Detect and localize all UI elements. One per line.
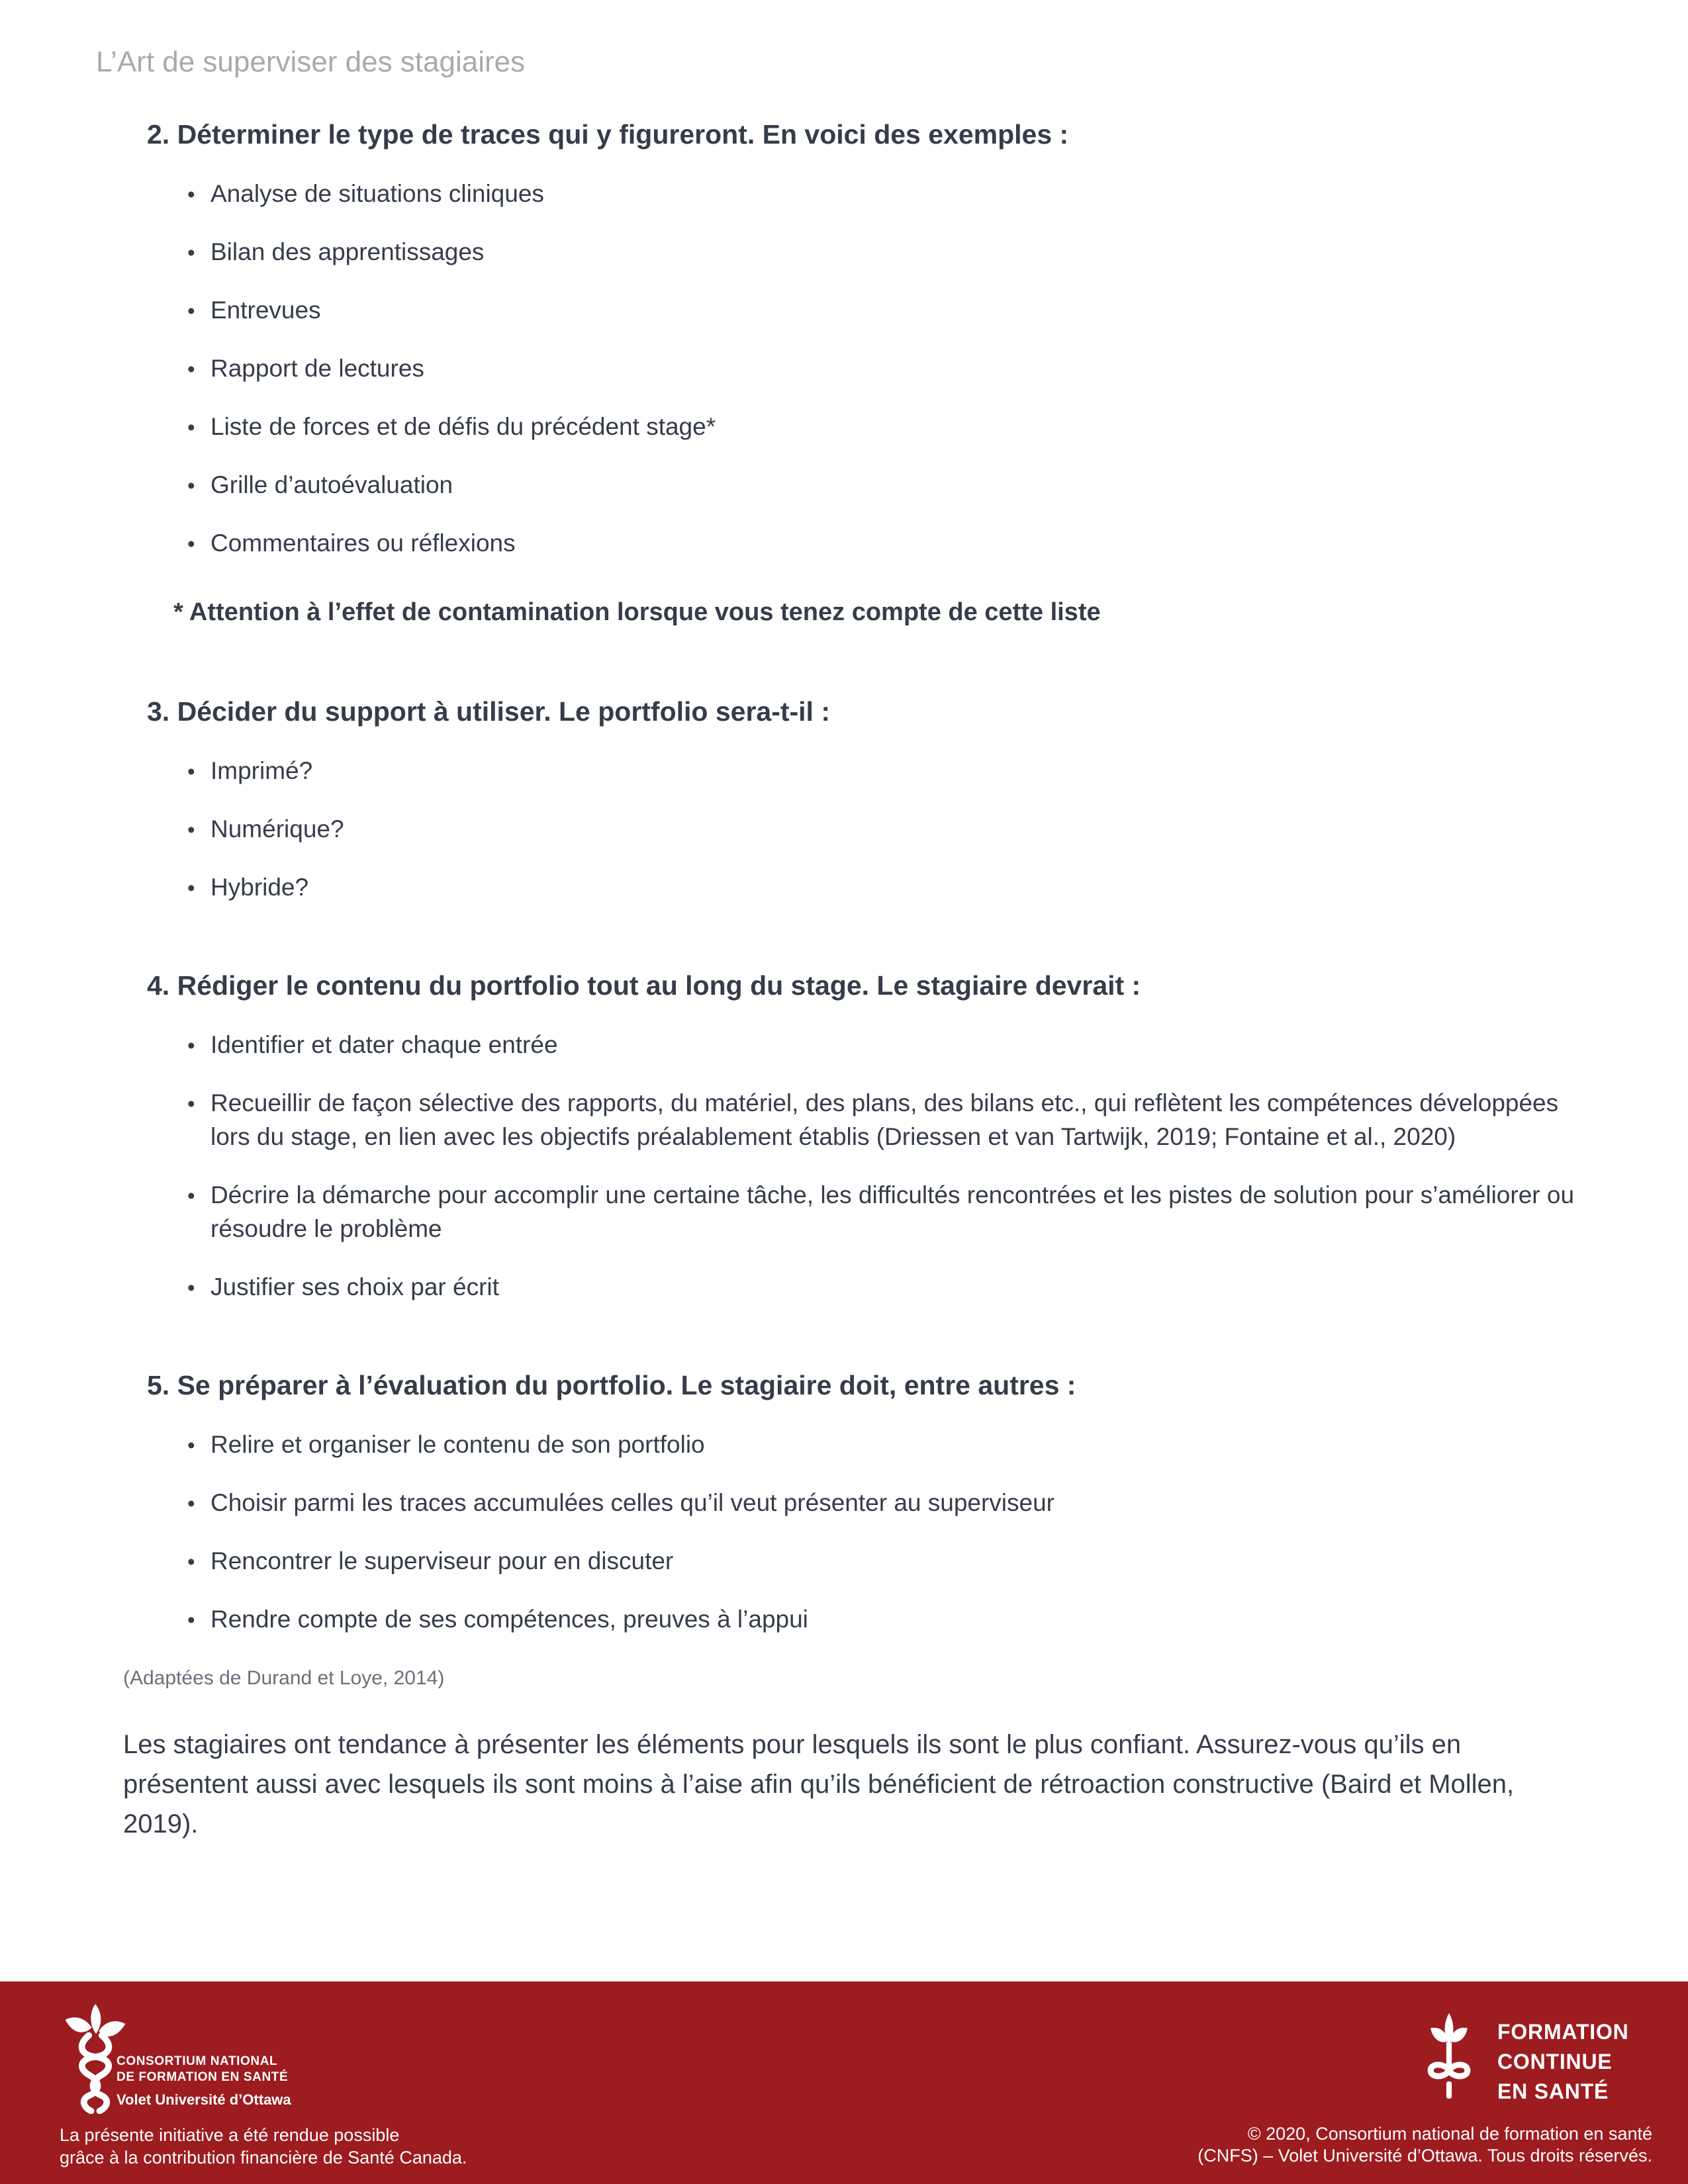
section-evaluation-portfolio: [147, 1367, 1603, 1636]
section-rediger-contenu: [147, 968, 1603, 1304]
list-item: • Grille d’autoévaluation: [211, 468, 1594, 502]
cnfs-volet-label: Volet Université d’Ottawa: [117, 2091, 291, 2108]
section-5-list: [147, 1428, 1603, 1636]
list-item: • Rencontrer le superviseur pour en discuter: [211, 1544, 1594, 1578]
list-item: • Identifier et dater chaque entrée: [211, 1028, 1594, 1062]
list-item: • Hybride?: [211, 870, 1594, 904]
list-item: • Relire et organiser le contenu de son portfolio: [211, 1428, 1594, 1461]
document-body: [123, 116, 1603, 1844]
list-item: • Rapport de lectures: [211, 351, 1594, 385]
source-attribution: (Adaptées de Durand et Loye, 2014): [123, 1667, 445, 1689]
list-item: • Décrire la démarche pour accomplir une certaine tâche, les difficultés rencontrées et les pistes de solution pour s’améliorer ou résoudre le problème: [211, 1178, 1594, 1246]
list-item: • Imprimé?: [211, 754, 1594, 788]
section-determiner-traces: [147, 116, 1603, 630]
section-2-list: [147, 177, 1603, 560]
list-item: • Numérique?: [211, 812, 1594, 846]
copyright-line2: (CNFS) – Volet Université d’Ottawa. Tous droits réservés.: [1197, 2146, 1652, 2165]
section-4-list: [147, 1028, 1603, 1304]
funding-note-line2: grâce à la contribution financière de Santé Canada.: [60, 2148, 467, 2167]
section-5-title: 5. Se préparer à l’évaluation du portfolio. Le stagiaire doit, entre autres :: [147, 1370, 1076, 1400]
fcs-brand-line1: FORMATION: [1497, 2020, 1629, 2044]
list-item: • Bilan des apprentissages: [211, 235, 1594, 269]
list-item: • Recueillir de façon sélective des rapports, du matériel, des plans, des bilans etc., qui reflètent les compétences développées lors du stage, en lien avec les objectifs préalablement établis (Driessen et van Tartwijk, 2019; Fontaine et al., 2020): [211, 1086, 1594, 1154]
fcs-leaf-infinity-icon: [1422, 2012, 1476, 2105]
footer-band: [0, 1981, 1688, 2184]
list-item: • Entrevues: [211, 293, 1594, 327]
copyright-line1: © 2020, Consortium national de formation en santé: [1247, 2124, 1652, 2144]
section-2-title: 2. Déterminer le type de traces qui y figureront. En voici des exemples :: [147, 119, 1069, 150]
list-item: • Commentaires ou réflexions: [211, 526, 1594, 560]
list-item: • Rendre compte de ses compétences, preuves à l’appui: [211, 1602, 1594, 1636]
fcs-brand-line2: CONTINUE: [1497, 2050, 1613, 2073]
closing-paragraph: Les stagiaires ont tendance à présenter les éléments pour lesquels ils sont le plus confiant. Assurez-vous qu’ils en présentent aussi avec lesquels ils sont moins à l’aise afin qu’ils bénéficient de rétroaction constructive (Baird et Mollen, 2019).: [123, 1730, 1515, 1839]
list-item: • Choisir parmi les traces accumulées celles qu’il veut présenter au superviseur: [211, 1486, 1594, 1520]
copyright-notice: [1197, 2123, 1652, 2167]
cnfs-org-name-line2: DE FORMATION EN SANTÉ: [117, 2070, 289, 2084]
section-4-title: 4. Rédiger le contenu du portfolio tout au long du stage. Le stagiaire devrait :: [147, 970, 1141, 1001]
funding-note-line1: La présente initiative a été rendue possible: [60, 2125, 400, 2145]
list-item: • Justifier ses choix par écrit: [211, 1270, 1594, 1304]
section-support-portfolio: [147, 694, 1603, 904]
fcs-brand-line3: EN SANTÉ: [1497, 2079, 1609, 2103]
list-item: • Liste de forces et de défis du précédent stage*: [211, 410, 1594, 443]
section-3-list: [147, 754, 1603, 904]
contamination-warning-note: * Attention à l’effet de contamination lorsque vous tenez compte de cette liste: [173, 598, 1101, 626]
section-3-title: 3. Décider du support à utiliser. Le portfolio sera-t-il :: [147, 696, 830, 727]
page-title: L’Art de superviser des stagiaires: [96, 46, 526, 78]
list-item: • Analyse de situations cliniques: [211, 177, 1594, 210]
cnfs-org-name-line1: CONSORTIUM NATIONAL: [117, 2054, 278, 2068]
